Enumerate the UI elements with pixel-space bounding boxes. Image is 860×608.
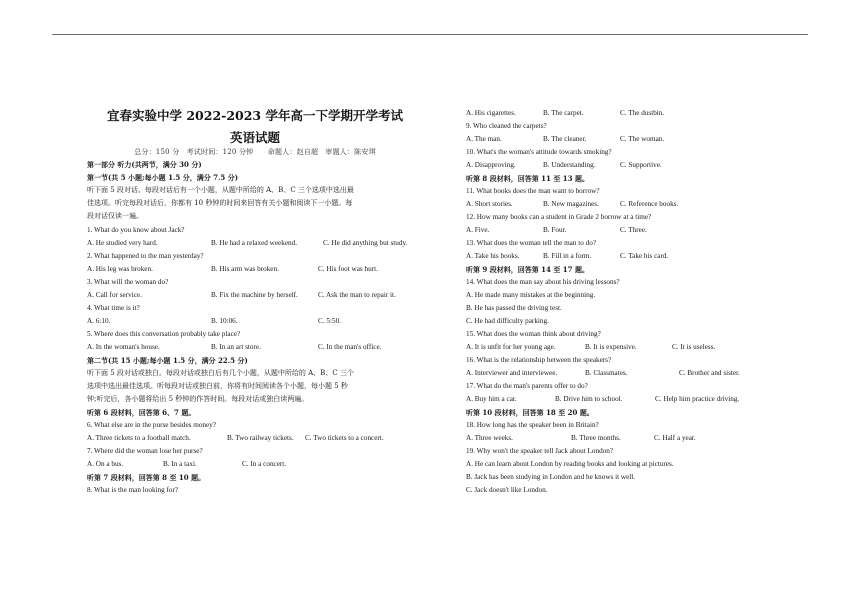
option-b: B. Fill in a form. (543, 252, 592, 260)
question-stem: 6. What else are in the purse besides money? (87, 421, 216, 429)
option-c: C. Help him practice driving. (655, 395, 740, 403)
option-b: B. Four. (543, 226, 567, 234)
option-b: B. Two railway tickets. (227, 434, 294, 442)
option-a: A. Disapproving. (466, 161, 516, 169)
option-a: A. Interviewer and interviewee. (466, 369, 558, 377)
question-stem: 15. What does the woman think about driving? (466, 330, 601, 338)
question-stem: 9. Who cleaned the carpets? (466, 122, 547, 130)
question-stem: 10. What's the woman's attitude towards smoking? (466, 148, 612, 156)
option-b: B. In a taxi. (163, 460, 197, 468)
option-a: A. It is unfit for her young age. (466, 343, 556, 351)
part-heading: 第一部分 听力(共两节，满分 30 分) (87, 160, 202, 169)
option-c: C. He did anything but study. (323, 239, 408, 247)
option-b: B. Jack has been studying in London and he knows it well. (466, 473, 636, 481)
option-c: C. The dustbin. (620, 109, 665, 117)
question-stem: 13. What does the woman tell the man to do? (466, 239, 597, 247)
question-stem: 3. What will the woman do? (87, 278, 169, 286)
option-b: B. Understanding. (543, 161, 596, 169)
option-a: A. Three weeks. (466, 434, 513, 442)
material-heading: 听第 8 段材料，回答第 11 至 13 题。 (466, 174, 589, 183)
option-c: C. Brother and sister. (679, 369, 740, 377)
option-a: A. Five. (466, 226, 490, 234)
instruction-text: 钟;听完后，各小题将给出 5 秒钟的作答时间。每段对话或独白读两遍。 (87, 395, 309, 403)
option-b: B. The cleaner. (543, 135, 587, 143)
option-c: C. Two tickets to a concert. (305, 434, 384, 442)
option-b: B. The carpet. (543, 109, 584, 117)
option-c: C. Supportive. (620, 161, 662, 169)
question-stem: 17. What do the man's parents offer to do? (466, 382, 588, 390)
option-a: A. His leg was broken. (87, 265, 153, 273)
option-b: B. He had a relaxed weekend. (211, 239, 298, 247)
material-heading: 听第 6 段材料，回答第 6、7 题。 (87, 408, 196, 417)
option-a: A. He made many mistakes at the beginning. (466, 291, 596, 299)
question-stem: 5. Where does this conversation probably take place? (87, 330, 241, 338)
option-a: A. On a bus. (87, 460, 124, 468)
option-c: C. In a concert. (242, 460, 287, 468)
instruction-text: 听下面 5 段对话或独白。每段对话或独白后有几个小题，从题中所给的 A、B、C 三个 (87, 369, 354, 377)
option-c: C. The woman. (620, 135, 665, 143)
option-c: C. It is useless. (672, 343, 716, 351)
option-c: C. Three. (620, 226, 647, 234)
question-stem: 18. How long has the speaker been in Britain? (466, 421, 599, 429)
option-b: B. New magazines. (543, 200, 599, 208)
option-b: B. Fix the machine by herself. (211, 291, 298, 299)
exam-subtitle: 英语试题 (229, 130, 280, 145)
option-c: C. 5:50. (318, 317, 341, 325)
question-stem: 8. What is the man looking for? (87, 486, 179, 494)
option-a: A. Take his books. (466, 252, 520, 260)
option-c: C. Reference books. (620, 200, 679, 208)
option-a: A. He can learn about London by reading books and looking at pictures. (466, 460, 674, 468)
instruction-text: 听下面 5 段对话。每段对话后有一个小题，从题中所给的 A、B、C 三个选项中选出最 (87, 186, 354, 194)
option-b: B. 10:06. (211, 317, 238, 325)
option-a: A. Short stories. (466, 200, 513, 208)
question-stem: 14. What does the man say about his driving lessons? (466, 278, 620, 286)
option-b: B. He has passed the driving test. (466, 304, 562, 312)
question-stem: 12. How many books can a student in Grade 2 borrow at a time? (466, 213, 652, 221)
material-heading: 听第 9 段材料，回答第 14 至 17 题。 (466, 265, 589, 274)
option-a: A. 6:10. (87, 317, 111, 325)
option-c: C. Half a year. (654, 434, 696, 442)
section-heading: 第一节(共 5 小题;每小题 1.5 分，满分 7.5 分) (87, 173, 239, 182)
option-b: B. Three months. (571, 434, 621, 442)
top-rule (52, 34, 808, 35)
option-b: B. Classmates. (585, 369, 628, 377)
option-c: C. Take his card. (620, 252, 669, 260)
option-c: C. He had difficulty parking. (466, 317, 549, 325)
option-c: C. Ask the man to repair it. (318, 291, 396, 299)
section-heading: 第二节(共 15 小题;每小题 1.5 分，满分 22.5 分) (87, 356, 248, 365)
instruction-text: 段对话仅读一遍。 (87, 212, 143, 220)
option-a: A. Three tickets to a football match. (87, 434, 191, 442)
option-c: C. Jack doesn't like London. (466, 486, 548, 494)
option-b: B. His arm was broken. (211, 265, 279, 273)
question-stem: 2. What happened to the man yesterday? (87, 252, 204, 260)
question-stem: 16. What is the relationship between the speakers? (466, 356, 612, 364)
option-b: B. It is expensive. (585, 343, 637, 351)
instruction-text: 佳选项。听完每段对话后，你都有 10 秒钟的时间来回答有关小题和阅读下一小题。每 (87, 199, 353, 207)
exam-info: 总分：150 分 考试时间：120 分钟 命题人：赵自超 审题人：陈安琪 (134, 148, 376, 156)
option-c: C. In the man's office. (318, 343, 382, 351)
question-stem: 4. What time is it? (87, 304, 140, 312)
option-a: A. Buy him a car. (466, 395, 517, 403)
option-a: A. Call for service. (87, 291, 142, 299)
option-a: A. In the woman's house. (87, 343, 160, 351)
option-a: A. His cigarettes. (466, 109, 516, 117)
option-b: B. Drive him to school. (555, 395, 623, 403)
material-heading: 听第 10 段材料，回答第 18 至 20 题。 (466, 408, 594, 417)
exam-title: 宜春实验中学 2022-2023 学年高一下学期开学考试 (107, 108, 403, 123)
option-b: B. In an art store. (211, 343, 261, 351)
option-a: A. The man. (466, 135, 502, 143)
option-a: A. He studied very hard. (87, 239, 158, 247)
instruction-text: 选项中选出最佳选项。听每段对话或独白前，你将有时间阅读各个小题，每小题 5 秒 (87, 382, 348, 390)
question-stem: 19. Why won't the speaker tell Jack about London? (466, 447, 614, 455)
question-stem: 11. What books does the man want to borrow? (466, 187, 600, 195)
question-stem: 7. Where did the woman lose her purse? (87, 447, 203, 455)
question-stem: 1. What do you know about Jack? (87, 226, 185, 234)
option-c: C. His foot was hurt. (318, 265, 378, 273)
material-heading: 听第 7 段材料，回答第 8 至 10 题。 (87, 473, 206, 482)
